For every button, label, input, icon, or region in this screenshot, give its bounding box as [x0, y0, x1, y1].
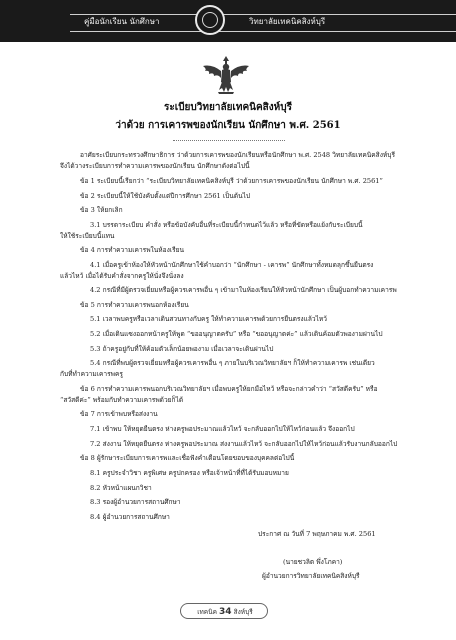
- preamble-line: อาศัยระเบียบกระทรวงศึกษาธิการ ว่าด้วยการเคารพของนักเรียนหรือนักศึกษา พ.ศ. 2548 วิทยาลัยเทคนิคสิงห์บุรี: [80, 151, 395, 159]
- clause-8-2: 8.2 หัวหน้าแผนกวิชา: [90, 484, 152, 492]
- clause-8-1: 8.1 ครูประจำวิชา ครูพิเศษ ครูปกครอง หรือเจ้าหน้าที่ที่ได้รับมอบหมาย: [90, 469, 289, 477]
- clause-5-4-cont: กับที่ทำความเคารพครู: [60, 370, 123, 378]
- clause-5-2: 5.2 เมื่อเดินแซงออกหน้าครูให้พูด “ขออนุญาตครับ” หรือ “ขออนุญาตค่ะ” แล้วเดินค้อมตัวพองามผ่านไป: [90, 330, 383, 338]
- signatory-position: ผู้อำนวยการวิทยาลัยเทคนิคสิงห์บุรี: [262, 572, 360, 580]
- clause-4-1: 4.1 เมื่อครูเข้าห้องให้หัวหน้านักศึกษาใช้คำบอกว่า “นักศึกษา - เคารพ” นักศึกษาทั้งหมดลุกขึ้นยืนตรง: [90, 261, 374, 269]
- clause-6: ข้อ 6 การทำความเคารพนอกบริเวณวิทยาลัยฯ เมื่อพบครูให้ยกมือไหว้ หรือจะกล่าวคำว่า “สวัสดีครับ” หรือ: [80, 385, 378, 393]
- page-header: [0, 0, 456, 42]
- clause-3-1-cont: ให้ใช้ระเบียบนี้แทน: [60, 232, 115, 240]
- document-subtitle: ว่าด้วย การเคารพของนักเรียน นักศึกษา พ.ศ. 2561: [115, 120, 341, 131]
- college-seal-icon: [195, 5, 225, 35]
- clause-4: ข้อ 4 การทำความเคารพในห้องเรียน: [80, 246, 184, 254]
- garuda-emblem-icon: [200, 52, 252, 96]
- clause-1: ข้อ 1 ระเบียบนี้เรียกว่า “ระเบียบวิทยาลัยเทคนิคสิงห์บุรี ว่าด้วยการเคารพของนักเรียน นักศึกษา พ.ศ. 2561”: [80, 177, 383, 185]
- footer-label: เทคนิค: [197, 608, 217, 616]
- header-handbook-title: คู่มือนักเรียน นักศึกษา: [84, 17, 160, 26]
- clause-4-1-cont: แล้วไหว้ เมื่อได้รับคำสั่งจากครูให้นั่งจึงนั่งลง: [60, 272, 184, 280]
- clause-7-1: 7.1 เข้าพบ ให้หยุดยืนตรง ห่างครูพอประมาณแล้วไหว้ จะกลับออกไปให้ไหว้ก่อนแล้ว จึงออกไป: [90, 425, 355, 433]
- clause-8-3: 8.3 รองผู้อำนวยการสถานศึกษา: [90, 498, 181, 506]
- header-college-name: วิทยาลัยเทคนิคสิงห์บุรี: [249, 17, 326, 26]
- footer-college: สิงห์บุรี: [233, 608, 253, 616]
- clause-5: ข้อ 5 การทำความเคารพนอกห้องเรียน: [80, 301, 189, 309]
- page-number: 34: [219, 607, 232, 617]
- clause-5-4: 5.4 กรณีที่พบผู้ตรวจเยี่ยมหรือผู้ควรเคารพอื่น ๆ ภายในบริเวณวิทยาลัยฯ ก็ให้ทำความเคารพ เช่นเดียว: [90, 359, 375, 367]
- clause-3-1: 3.1 บรรดาระเบียบ คำสั่ง หรือข้อบังคับอื่นที่ระเบียบนี้กำหนดไว้แล้ว หรือที่ขัดหรือแย้งกับระเบียบนี้: [90, 221, 363, 229]
- preamble-line: จึงได้วางระเบียบการทำความเคารพของนักเรียน นักศึกษาดังต่อไปนี้: [60, 162, 250, 170]
- clause-5-3: 5.3 ถ้าครูอยู่กับที่ให้ค้อมตัวเล็กน้อยพองาม เมื่อเวลาจะเดินผ่านไป: [90, 345, 274, 353]
- clause-8-4: 8.4 ผู้อำนวยการสถานศึกษา: [90, 513, 170, 521]
- clause-5-1: 5.1 เวลาพบครูหรือเวลาเดินสวนทางกับครู ให้ทำความเคารพด้วยการยืนตรงแล้วไหว้: [90, 315, 327, 323]
- clause-8: ข้อ 8 ผู้รักษาระเบียบการเคารพและเชื่อฟังคำเตือนโดยขอบของบุคคลต่อไปนี้: [80, 454, 295, 462]
- announcement-date: ประกาศ ณ วันที่ 7 พฤษภาคม พ.ศ. 2561: [258, 530, 376, 538]
- signatory-name: (นายชวลิต พึ่งโภคา): [283, 558, 343, 566]
- document-title: ระเบียบวิทยาลัยเทคนิคสิงห์บุรี: [164, 102, 292, 113]
- clause-6-cont: “สวัสดีค่ะ” พร้อมกับทำความเคารพด้วยก็ได้: [60, 396, 184, 404]
- title-divider: [173, 140, 285, 141]
- clause-7: ข้อ 7 การเข้าพบหรือส่งงาน: [80, 410, 158, 418]
- clause-4-2: 4.2 กรณีที่มีผู้ตรวจเยี่ยมหรือผู้ควรเคารพอื่น ๆ เข้ามาในห้องเรียนให้หัวหน้านักศึกษา เป็นผู้บอกทำความเคารพ: [90, 286, 397, 294]
- clause-2: ข้อ 2 ระเบียบนี้ให้ใช้บังคับตั้งแต่ปีการศึกษา 2561 เป็นต้นไป: [80, 192, 251, 200]
- clause-7-2: 7.2 ส่งงาน ให้หยุดยืนตรง ห่างครูพอประมาณ ส่งงานแล้วไหว้ จะกลับออกไปให้ไหว้ก่อนแล้วรับงานกลับออกไป: [90, 440, 398, 448]
- page-number-badge: [180, 603, 268, 619]
- clause-3: ข้อ 3 ให้ยกเลิก: [80, 206, 123, 214]
